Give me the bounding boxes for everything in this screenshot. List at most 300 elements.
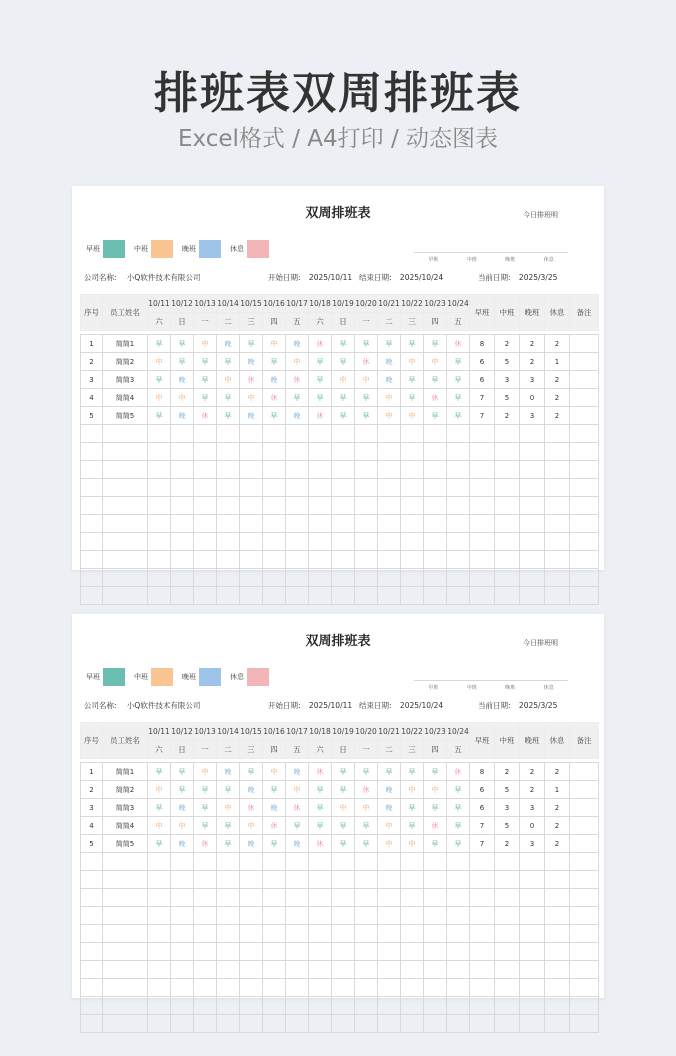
- empty-cell: [570, 853, 599, 871]
- shift-cell: 早: [355, 817, 378, 835]
- shift-cell: 早: [447, 371, 470, 389]
- empty-cell: [103, 569, 148, 587]
- shift-cell: 早: [309, 799, 332, 817]
- shift-cell: 晚: [263, 799, 286, 817]
- note-cell: [570, 835, 599, 853]
- empty-cell: [81, 1015, 103, 1033]
- empty-cell: [309, 853, 332, 871]
- end-date: [359, 700, 443, 711]
- header-date: 10/24: [447, 295, 470, 313]
- empty-cell: [424, 979, 447, 997]
- shift-cell: 早: [171, 353, 194, 371]
- empty-cell: [217, 425, 240, 443]
- empty-cell: [355, 907, 378, 925]
- table-row: [81, 353, 599, 371]
- empty-cell: [378, 889, 401, 907]
- empty-cell: [263, 943, 286, 961]
- header-date: 10/14: [217, 723, 240, 741]
- empty-cell: [81, 943, 103, 961]
- header-weekday: 日: [171, 741, 194, 759]
- shift-cell: 中: [378, 817, 401, 835]
- empty-cell: [171, 871, 194, 889]
- header-date: 10/17: [286, 295, 309, 313]
- empty-cell: [424, 461, 447, 479]
- empty-cell: [424, 889, 447, 907]
- empty-cell: [332, 1015, 355, 1033]
- legend-swatch-late: [199, 240, 221, 258]
- empty-cell: [570, 551, 599, 569]
- count-mid: 2: [495, 407, 520, 425]
- empty-cell: [355, 871, 378, 889]
- empty-cell: [570, 997, 599, 1015]
- empty-cell: [81, 443, 103, 461]
- empty-cell: [263, 889, 286, 907]
- empty-cell: [240, 907, 263, 925]
- header-early: 早班: [470, 723, 495, 759]
- empty-cell: [447, 461, 470, 479]
- empty-cell: [240, 443, 263, 461]
- empty-cell: [470, 587, 495, 605]
- stat-label-rest: 休息: [543, 685, 554, 691]
- empty-cell: [520, 497, 545, 515]
- empty-cell: [545, 871, 570, 889]
- stat-label-late: 晚班: [505, 685, 516, 691]
- schedule-sheet-preview-1: [72, 186, 604, 570]
- empty-cell: [495, 871, 520, 889]
- empty-cell: [286, 961, 309, 979]
- employee-name: 简简3: [103, 799, 148, 817]
- empty-cell: [424, 925, 447, 943]
- empty-cell: [424, 853, 447, 871]
- shift-cell: 晚: [217, 763, 240, 781]
- empty-cell: [171, 497, 194, 515]
- empty-cell: [424, 569, 447, 587]
- empty-cell: [545, 997, 570, 1015]
- empty-cell: [194, 979, 217, 997]
- empty-cell: [401, 1015, 424, 1033]
- empty-cell: [378, 925, 401, 943]
- shift-cell: 早: [217, 835, 240, 853]
- empty-cell: [424, 425, 447, 443]
- empty-cell: [194, 871, 217, 889]
- shift-cell: 中: [286, 781, 309, 799]
- row-index: 5: [81, 407, 103, 425]
- empty-cell: [447, 587, 470, 605]
- header-weekday: 六: [309, 741, 332, 759]
- header-weekday: 四: [263, 741, 286, 759]
- empty-cell: [263, 907, 286, 925]
- empty-cell: [520, 443, 545, 461]
- header-weekday: 四: [424, 313, 447, 331]
- empty-cell: [401, 961, 424, 979]
- count-early: 6: [470, 371, 495, 389]
- empty-cell: [401, 979, 424, 997]
- shift-cell: 早: [424, 835, 447, 853]
- empty-cell: [240, 587, 263, 605]
- empty-cell: [148, 943, 171, 961]
- empty-cell: [309, 943, 332, 961]
- empty-cell: [286, 479, 309, 497]
- header-date: 10/11: [148, 295, 171, 313]
- empty-cell: [520, 997, 545, 1015]
- empty-cell: [194, 925, 217, 943]
- hero-title: 排班表双周排班表: [154, 68, 522, 119]
- empty-cell: [495, 533, 520, 551]
- shift-cell: 中: [355, 371, 378, 389]
- empty-cell: [263, 871, 286, 889]
- empty-cell: [194, 997, 217, 1015]
- empty-cell: [240, 569, 263, 587]
- count-early: 8: [470, 763, 495, 781]
- shift-cell: 休: [309, 407, 332, 425]
- shift-cell: 休: [447, 763, 470, 781]
- empty-cell: [171, 479, 194, 497]
- header-date: 10/18: [309, 295, 332, 313]
- empty-cell: [217, 1015, 240, 1033]
- empty-cell: [263, 425, 286, 443]
- empty-cell: [81, 515, 103, 533]
- legend-label-rest: 休息: [230, 673, 244, 681]
- note-cell: [570, 781, 599, 799]
- shift-cell: 早: [240, 335, 263, 353]
- empty-cell: [545, 925, 570, 943]
- empty-cell: [401, 515, 424, 533]
- count-rest: 2: [545, 763, 570, 781]
- count-early: 7: [470, 817, 495, 835]
- row-index: 2: [81, 781, 103, 799]
- empty-cell: [148, 479, 171, 497]
- employee-name: 简简1: [103, 335, 148, 353]
- empty-cell: [286, 497, 309, 515]
- empty-cell: [332, 907, 355, 925]
- shift-cell: 早: [148, 371, 171, 389]
- shift-cell: 早: [171, 781, 194, 799]
- current-date: [478, 700, 557, 711]
- empty-cell: [520, 853, 545, 871]
- count-late: 2: [520, 781, 545, 799]
- empty-cell: [447, 1015, 470, 1033]
- table-row: [81, 817, 599, 835]
- schedule-sheet-preview-2: [72, 614, 604, 998]
- empty-cell: [217, 889, 240, 907]
- empty-cell: [332, 853, 355, 871]
- shift-cell: 休: [309, 335, 332, 353]
- empty-cell: [378, 979, 401, 997]
- empty-cell: [378, 443, 401, 461]
- empty-cell: [447, 979, 470, 997]
- empty-cell: [286, 569, 309, 587]
- empty-cell: [217, 961, 240, 979]
- header-index: 序号: [81, 295, 103, 331]
- empty-cell: [309, 497, 332, 515]
- count-early: 6: [470, 799, 495, 817]
- empty-cell: [378, 479, 401, 497]
- empty-cell: [470, 889, 495, 907]
- employee-name: 简简4: [103, 817, 148, 835]
- shift-cell: 休: [263, 389, 286, 407]
- hero: [0, 0, 676, 154]
- shift-cell: 中: [240, 817, 263, 835]
- shift-cell: 中: [217, 371, 240, 389]
- shift-cell: 早: [171, 763, 194, 781]
- empty-cell: [240, 461, 263, 479]
- table-row: [81, 763, 599, 781]
- stat-label-mid: 中班: [466, 257, 477, 263]
- legend-label-mid: 中班: [134, 245, 148, 253]
- count-rest: 2: [545, 389, 570, 407]
- empty-cell: [263, 479, 286, 497]
- empty-cell: [171, 443, 194, 461]
- shift-cell: 中: [401, 781, 424, 799]
- table-header: [81, 723, 599, 759]
- shift-cell: 早: [401, 763, 424, 781]
- stat-label-mid: 中班: [466, 685, 477, 691]
- legend-label-early: 早班: [86, 673, 100, 681]
- header-date: 10/22: [401, 295, 424, 313]
- empty-cell: [103, 979, 148, 997]
- empty-cell: [545, 889, 570, 907]
- header-date: 10/14: [217, 295, 240, 313]
- empty-cell: [309, 925, 332, 943]
- empty-cell: [378, 533, 401, 551]
- shift-cell: 中: [217, 799, 240, 817]
- shift-cell: 中: [286, 353, 309, 371]
- shift-cell: 早: [424, 335, 447, 353]
- empty-cell: [401, 569, 424, 587]
- header-date: 10/13: [194, 723, 217, 741]
- empty-cell: [240, 1015, 263, 1033]
- empty-cell: [286, 889, 309, 907]
- empty-cell: [286, 907, 309, 925]
- empty-cell: [217, 515, 240, 533]
- legend-label-late: 晚班: [182, 245, 196, 253]
- header-date: 10/11: [148, 723, 171, 741]
- row-index: 1: [81, 763, 103, 781]
- shift-cell: 早: [424, 799, 447, 817]
- empty-cell: [332, 979, 355, 997]
- stat-label-early: 早班: [428, 685, 439, 691]
- empty-cell: [194, 479, 217, 497]
- count-mid: 5: [495, 389, 520, 407]
- empty-row: [81, 479, 599, 497]
- shift-cell: 中: [401, 835, 424, 853]
- empty-cell: [194, 533, 217, 551]
- empty-cell: [520, 961, 545, 979]
- empty-cell: [545, 943, 570, 961]
- empty-cell: [81, 533, 103, 551]
- row-index: 3: [81, 799, 103, 817]
- empty-cell: [103, 461, 148, 479]
- count-mid: 5: [495, 817, 520, 835]
- header-name: 员工姓名: [103, 295, 148, 331]
- current-date-label: 当前日期:: [478, 701, 511, 710]
- empty-cell: [217, 551, 240, 569]
- empty-cell: [309, 871, 332, 889]
- empty-cell: [355, 587, 378, 605]
- empty-cell: [103, 925, 148, 943]
- legend-swatch-late: [199, 668, 221, 686]
- empty-cell: [240, 925, 263, 943]
- empty-row: [81, 443, 599, 461]
- empty-cell: [447, 497, 470, 515]
- empty-cell: [240, 515, 263, 533]
- empty-cell: [470, 443, 495, 461]
- empty-cell: [470, 533, 495, 551]
- empty-cell: [240, 533, 263, 551]
- today-schedule-label: 今日排班明: [523, 639, 558, 647]
- empty-cell: [520, 533, 545, 551]
- header-weekday: 日: [332, 741, 355, 759]
- empty-cell: [217, 461, 240, 479]
- empty-cell: [194, 853, 217, 871]
- empty-cell: [495, 569, 520, 587]
- header-weekday: 日: [332, 313, 355, 331]
- empty-cell: [103, 425, 148, 443]
- count-early: 6: [470, 353, 495, 371]
- count-late: 3: [520, 835, 545, 853]
- empty-cell: [309, 533, 332, 551]
- shift-cell: 早: [263, 353, 286, 371]
- empty-cell: [378, 1015, 401, 1033]
- empty-cell: [148, 497, 171, 515]
- empty-cell: [570, 569, 599, 587]
- header-date: 10/19: [332, 295, 355, 313]
- empty-cell: [217, 871, 240, 889]
- empty-cell: [332, 443, 355, 461]
- empty-cell: [520, 907, 545, 925]
- count-mid: 5: [495, 781, 520, 799]
- shift-cell: 早: [194, 817, 217, 835]
- empty-cell: [570, 443, 599, 461]
- current-date: [478, 272, 557, 283]
- empty-cell: [171, 533, 194, 551]
- empty-cell: [81, 461, 103, 479]
- empty-cell: [495, 943, 520, 961]
- empty-cell: [148, 889, 171, 907]
- empty-cell: [470, 997, 495, 1015]
- empty-cell: [148, 853, 171, 871]
- shift-cell: 中: [263, 763, 286, 781]
- header-date: 10/22: [401, 723, 424, 741]
- empty-cell: [355, 961, 378, 979]
- empty-cell: [103, 961, 148, 979]
- legend-swatch-rest: [247, 240, 269, 258]
- shift-cell: 早: [401, 799, 424, 817]
- empty-row: [81, 943, 599, 961]
- employee-name: 简简2: [103, 781, 148, 799]
- empty-cell: [81, 979, 103, 997]
- empty-cell: [103, 997, 148, 1015]
- count-rest: 2: [545, 335, 570, 353]
- empty-row: [81, 533, 599, 551]
- legend-swatch-rest: [247, 668, 269, 686]
- company-name: 小Q软件技术有限公司: [126, 273, 201, 282]
- empty-cell: [309, 997, 332, 1015]
- empty-cell: [217, 943, 240, 961]
- shift-cell: 休: [309, 763, 332, 781]
- shift-cell: 早: [148, 335, 171, 353]
- shift-cell: 中: [332, 799, 355, 817]
- current-date-label: 当前日期:: [478, 273, 511, 282]
- empty-cell: [171, 569, 194, 587]
- empty-cell: [401, 889, 424, 907]
- shift-cell: 中: [355, 799, 378, 817]
- empty-cell: [401, 533, 424, 551]
- empty-cell: [545, 551, 570, 569]
- shift-cell: 晚: [171, 799, 194, 817]
- shift-cell: 晚: [240, 781, 263, 799]
- empty-cell: [194, 889, 217, 907]
- empty-cell: [171, 997, 194, 1015]
- shift-cell: 晚: [263, 371, 286, 389]
- company-info: [84, 272, 200, 283]
- empty-cell: [401, 587, 424, 605]
- end-date-label: 结束日期:: [359, 701, 392, 710]
- empty-cell: [103, 889, 148, 907]
- empty-cell: [378, 461, 401, 479]
- company-label: 公司名称:: [84, 701, 117, 710]
- empty-cell: [103, 497, 148, 515]
- current-date-value: 2025/3/25: [518, 273, 558, 282]
- empty-cell: [424, 515, 447, 533]
- shift-cell: 中: [378, 407, 401, 425]
- empty-cell: [401, 479, 424, 497]
- empty-cell: [81, 997, 103, 1015]
- shift-cell: 早: [424, 763, 447, 781]
- empty-cell: [148, 425, 171, 443]
- empty-cell: [447, 961, 470, 979]
- empty-cell: [332, 943, 355, 961]
- empty-cell: [171, 943, 194, 961]
- count-early: 7: [470, 389, 495, 407]
- legend-label-late: 晚班: [182, 673, 196, 681]
- empty-cell: [570, 1015, 599, 1033]
- empty-cell: [470, 925, 495, 943]
- legend-swatch-early: [103, 668, 125, 686]
- row-index: 4: [81, 817, 103, 835]
- empty-cell: [355, 889, 378, 907]
- table-row: [81, 335, 599, 353]
- empty-cell: [424, 871, 447, 889]
- empty-cell: [570, 587, 599, 605]
- empty-cell: [263, 853, 286, 871]
- sheet-title: 双周排班表: [305, 206, 371, 221]
- shift-cell: 晚: [240, 407, 263, 425]
- shift-cell: 早: [194, 353, 217, 371]
- empty-cell: [81, 925, 103, 943]
- empty-cell: [520, 479, 545, 497]
- empty-cell: [424, 1015, 447, 1033]
- header-date: 10/12: [171, 295, 194, 313]
- empty-cell: [309, 443, 332, 461]
- header-date: 10/16: [263, 295, 286, 313]
- table-row: [81, 389, 599, 407]
- empty-cell: [103, 907, 148, 925]
- shift-cell: 休: [286, 799, 309, 817]
- header-weekday: 五: [447, 313, 470, 331]
- empty-cell: [171, 551, 194, 569]
- empty-cell: [309, 551, 332, 569]
- header-weekday: 五: [286, 741, 309, 759]
- empty-cell: [520, 889, 545, 907]
- empty-cell: [171, 961, 194, 979]
- shift-cell: 早: [401, 817, 424, 835]
- shift-cell: 中: [148, 389, 171, 407]
- empty-cell: [171, 853, 194, 871]
- empty-cell: [378, 515, 401, 533]
- shift-cell: 中: [148, 781, 171, 799]
- empty-cell: [495, 587, 520, 605]
